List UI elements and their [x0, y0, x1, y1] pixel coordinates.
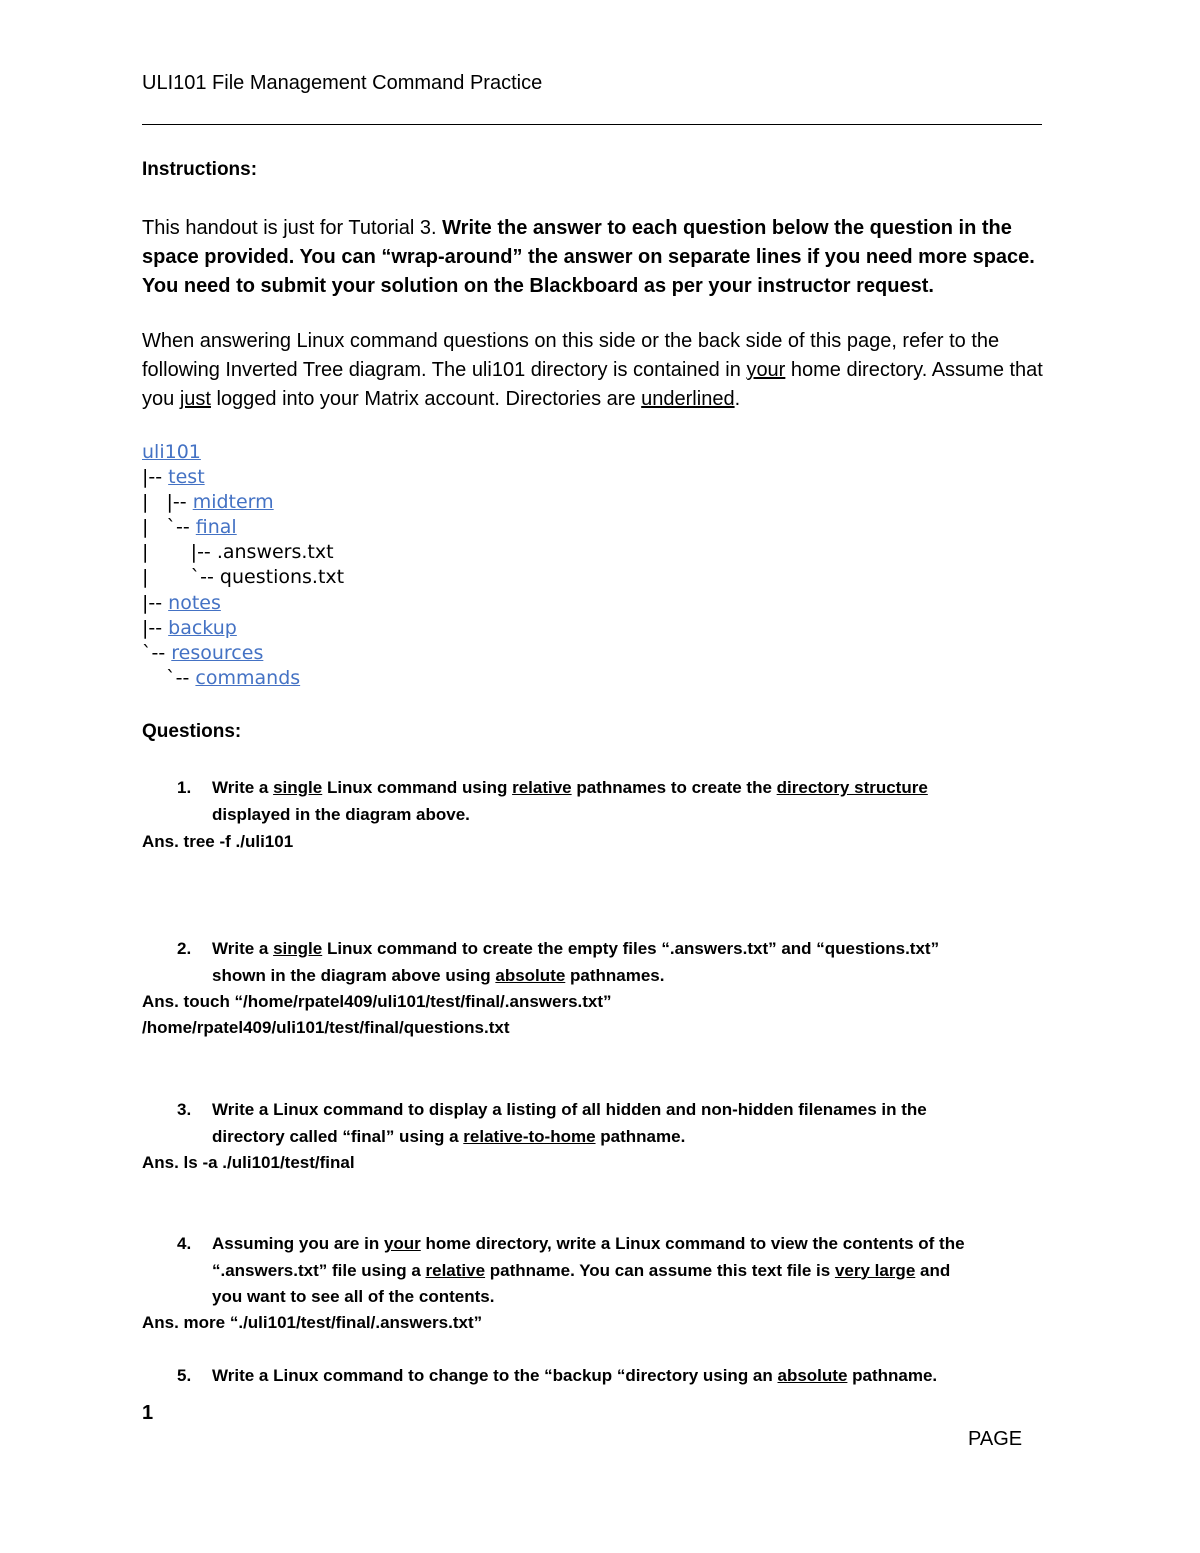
question-2-line-2	[212, 963, 939, 990]
questions-heading: Questions:	[142, 721, 242, 742]
p2-text-a: When answering Linux command questions on this side or the back side of this page, refer to the following Inverted Tree diagram. The	[142, 330, 1000, 381]
q5-text: pathname.	[847, 1366, 938, 1385]
q4-very-large: very large	[834, 1260, 916, 1280]
q4-text: pathname. You can assume this text file is	[485, 1260, 835, 1280]
q2-text: pathnames.	[565, 965, 665, 985]
q1-directory-structure: directory structure	[776, 778, 928, 797]
question-2-line-1	[212, 936, 939, 963]
q3-text: directory called “final” using a	[212, 1126, 464, 1146]
tree-row-final	[142, 515, 344, 540]
document-title: ULI101 File Management Command Practice	[142, 72, 543, 94]
q5-absolute: absolute	[777, 1366, 848, 1385]
instructions-heading: Instructions:	[142, 159, 258, 180]
tree-row-midterm	[142, 490, 344, 515]
p2-text-e: home directory. Assume that you	[142, 359, 1043, 410]
q1-text: Linux command using	[322, 778, 513, 797]
q5-text: Write a Linux command to change to the “backup “directory using an	[212, 1366, 778, 1385]
question-3-line-1: Write a Linux command to display a listing of all hidden and non-hidden filenames in the	[212, 1100, 927, 1119]
question-1	[177, 775, 928, 828]
p2-text-i: account. Directories are	[418, 388, 642, 410]
instructions-plain-text: This handout is just for Tutorial 3.	[142, 217, 443, 239]
q1-single: single	[273, 778, 323, 797]
tree-row-commands	[142, 666, 344, 691]
q4-your: your	[383, 1234, 421, 1253]
tree-branch: |--	[142, 616, 169, 639]
q4-text: home directory, write a Linux command to view the contents of the	[420, 1234, 965, 1253]
answer-1: Ans. tree -f ./uli101	[142, 832, 294, 851]
q2-text: Linux command to create the empty files “.answers.txt” and “questions.txt”	[322, 939, 940, 958]
q4-text: Assuming you are in	[212, 1234, 384, 1253]
tree-branch: `--	[142, 641, 172, 664]
page-number: 1	[142, 1402, 154, 1424]
tree-dir-resources: resources	[171, 641, 264, 664]
question-4	[177, 1231, 965, 1311]
q1-relative: relative	[512, 778, 572, 797]
question-number: 5.	[177, 1366, 192, 1385]
q4-text: and	[915, 1260, 951, 1280]
q4-relative: relative	[425, 1260, 486, 1280]
tree-dir-test: test	[168, 466, 205, 489]
instructions-paragraph-2	[142, 327, 1072, 414]
p2-matrix: Matrix	[364, 388, 419, 410]
q3-text: pathname.	[595, 1126, 686, 1146]
tree-dir-commands: commands	[195, 666, 301, 689]
q2-text: shown in the diagram above using	[212, 965, 496, 985]
question-number: 1.	[177, 778, 192, 797]
q1-text: pathnames to create the	[571, 778, 777, 797]
tree-row-notes	[142, 591, 344, 616]
p2-uli101: uli101	[471, 359, 526, 381]
q4-text: “.answers.txt” file using a	[212, 1260, 426, 1280]
question-number: 4.	[177, 1234, 192, 1253]
tree-branch: |--	[142, 591, 169, 614]
tree-row-backup	[142, 616, 344, 641]
tree-branch: | |--	[142, 491, 193, 514]
question-5-line-1	[212, 1363, 937, 1390]
q1-text: Write a	[212, 778, 274, 797]
tree-row-questions-file: | `-- questions.txt	[142, 566, 345, 589]
question-5	[177, 1363, 938, 1390]
title-divider	[142, 124, 1042, 125]
p2-period: .	[734, 388, 741, 410]
question-1-line-1	[212, 775, 928, 802]
instructions-bold-text: Write the answer to each question below the question in the space provided. You can “wrap-around” the answer on separate lines if you need more space. You need to submit your solution on the Blackboard as per your instructor request.	[142, 217, 1035, 297]
question-4-line-1	[212, 1231, 965, 1258]
directory-tree	[142, 440, 344, 691]
tree-row-answers-file: | |-- .answers.txt	[142, 541, 334, 564]
tree-dir-uli101: uli101	[142, 441, 201, 463]
p2-text-g: logged into your	[210, 388, 365, 410]
p2-text-c: directory is contained in	[525, 359, 747, 381]
question-3-line-2	[212, 1124, 927, 1151]
question-4-line-2	[212, 1258, 965, 1285]
answer-3: Ans. ls -a ./uli101/test/final	[142, 1153, 355, 1172]
question-number: 3.	[177, 1100, 192, 1119]
p2-just: just	[179, 388, 211, 410]
tree-dir-midterm: midterm	[192, 491, 274, 514]
q3-relative-to-home: relative-to-home	[463, 1126, 596, 1146]
answer-2-line-2: /home/rpatel409/uli101/test/final/questions.txt	[142, 1018, 510, 1037]
tree-dir-final: final	[195, 516, 237, 539]
question-1-line-2: displayed in the diagram above.	[212, 804, 470, 824]
tree-dir-notes: notes	[168, 591, 221, 614]
answer-2-line-1: Ans. touch “/home/rpatel409/uli101/test/final/.answers.txt”	[142, 992, 612, 1011]
q2-absolute: absolute	[495, 965, 566, 985]
tree-row-test	[142, 465, 344, 490]
answer-4: Ans. more “./uli101/test/final/.answers.txt”	[142, 1313, 483, 1332]
tree-branch: | `--	[142, 516, 196, 539]
tree-row-root	[142, 440, 344, 465]
page-label: PAGE	[968, 1428, 1023, 1450]
question-4-line-3: you want to see all of the contents.	[212, 1287, 495, 1306]
p2-underlined: underlined	[641, 388, 735, 410]
question-number: 2.	[177, 939, 192, 958]
q2-single: single	[273, 939, 323, 958]
p2-your: your	[746, 359, 786, 381]
tree-branch: `--	[142, 666, 196, 689]
tree-branch: |--	[142, 466, 169, 489]
question-3	[177, 1097, 927, 1150]
question-2	[177, 936, 940, 989]
q2-text: Write a	[212, 939, 274, 958]
tree-row-resources	[142, 641, 344, 666]
tree-dir-backup: backup	[168, 616, 237, 639]
instructions-paragraph-1	[142, 214, 1072, 301]
